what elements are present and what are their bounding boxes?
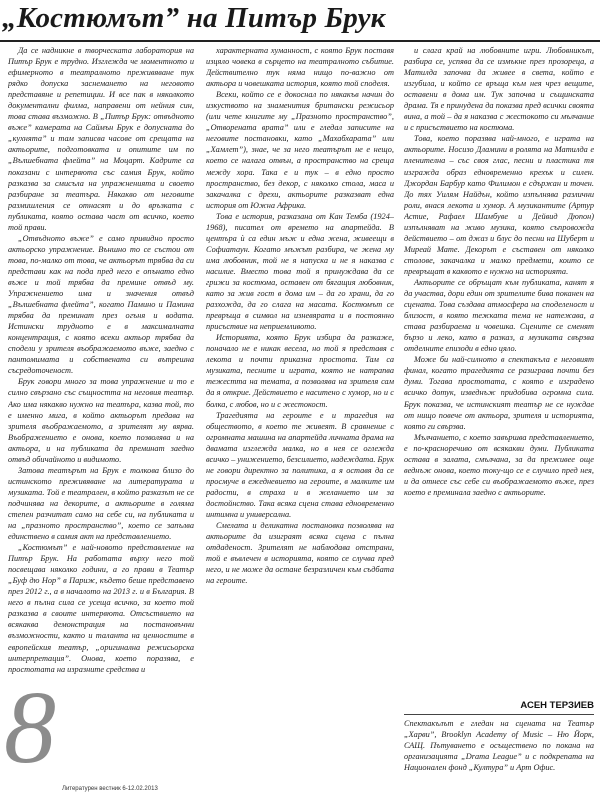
- paragraph: Историята, която Брук избира да разкаже, поначало не е никак весела, но той я представя с лекота и почти приказна простота. Там са музиката, песните и играта, която не натрапва тежестта на темата, а позволява на зрителя сам да я открие. Действието е наситено с хумор, но и с болка, с любов, но и с жестокост.: [206, 333, 394, 409]
- footnote-text: Спектакълът е гледан на сцената на Театър „Харви”, Brooklyn Academy of Music – Ню Йорк, САЩ. Пътуването е осъществено по покана на организацията „Drama League” и с подкрепата на Национален фонд „Култура” и Арт Офис.: [404, 719, 594, 772]
- author-name: АСЕН ТЕРЗИЕВ: [520, 700, 594, 711]
- page-number: 8: [4, 670, 56, 785]
- article-title: „Костюмът” на Питър Брук: [2, 2, 386, 34]
- paragraph: Актьорите се обръщат към публиката, канят я да участва, дори един от зрителите бива поканен на сцената. Това създава атмосфера на споделеност и близост, в която тежката тема не натежава, а става разбираема и човешка. Сцените се сменят бързо и леко, като в разказ, а музиката свързва отделните епизоди в едно цяло.: [404, 277, 594, 354]
- paragraph: „Отвъдното въже” е само привидно просто актьорско упражнение. Външно то се състои от това, по-малко от това, че актьорът трябва да си представи как на пода пред него е опънато едно въже и той трябва да премине отвъд му. Упражнението има и значения отвъд „Вълшебната флейта”, когато Памино и Памина трябва да преминат през огъня и водата. Истински трудното е в максималната концентрация, с която всеки актьор трябва да сподели у зрителя въображаемото въже, заедно с пантомимата и собствената си вътрешна съсредоточеност.: [8, 233, 194, 376]
- author-rule: [404, 714, 594, 715]
- paragraph: Смелата и деликатна постановка позволява на актьорите да изиграят всяка сцена с пълна отдаденост. Зрителят не наблюдава отстрани, той е въвлечен в историята, която се случва пред него, и не може да остане безразличен към съдбата на героите.: [206, 521, 394, 586]
- article-column-2: [206, 45, 394, 749]
- paragraph: Затова театърът на Брук е толкова близо до истинското преживяване на литературата и музиката. Той е театрален, в който разказът не се подчинява на декорите, а актьорите в голяма степен разчитат само на себе си, на публиката и на „празното пространство”, което се запълва единствено в самия акт на представлението.: [8, 465, 194, 542]
- paragraph: Това, което поразява най-много, е играта на актьорите. Носизо Дламини в ролята на Матилда е пленителна – със своя глас, песни и пластика тя изгражда образ едновременно крехък и силен. Джордан Барбур като Филимон е сдържан и точен. До тях Уилям Найдън, който изпълнява различни роли, внася лекота и хумор. А музикантите (Артур Астие, Рафаел Шамбуве и Дейвид Дюпон) изпълняват на живо музика, която съпровожда действието – от джаз и блус до песни на Шуберт и Миреай Мате. Декорът е съставен от няколко столове, закачалка и малко предмети, които се превръщат в каквото е нужно на историята.: [404, 134, 594, 276]
- paragraph: Да се надникне в творческата лаборатория на Питър Брук е трудно. Изглежда че моментното и ефимерното в театралното преживяване тук рядко допуска заснемането на неговото представяне и репетиции. И все пак в няколкото документални филма, направени от нейния син, това става възможно. В „Питър Брук: отвъдното въже” камерата на Саймън Брук е допусната до „кухнята” и там записва часове от срещата на актьорите, подготовката и опитите им по „Вълшебната флейта” на Моцарт. Кадрите са показани с интервюта със самия Брук, който разказва за смисъла на упражненията и своето разбиране за театъра. Някакво от неговите размишления се отнасят и до връзката с публиката, която остава част от всичко, което той прави.: [8, 46, 194, 232]
- paragraph: „Костюмът” е най-новото представление на Питър Брук. На рабoтата върху него той посвещава няколко години, а го прави в Театър „Буф дю Нор” в Париж, където беше представено през 2012 г., а в началото на 2013 г. и в България. В него в пълна сила се усеща всичко, за което той разказва в своите интервюта. Отсъствието на всякаква демонстрация на постановъчни възможности, както и таланта на ценностите в европейския театър, „оригинална режисьорска интерпретация”. Онова, което поразява, е простотата на изразните средства и: [8, 543, 194, 674]
- paragraph: Мълчанието, с което завършва представлението, е по-красноречиво от всякакви думи. Публиката остава в залата, смълчана, за да преживее още веднъж онова, което току-що се е случило пред нея, и да отнесе със себе си въображаемото въже, през което е преминала заедно с актьорите.: [404, 432, 594, 497]
- article-column-3: [404, 45, 594, 698]
- footnote: [404, 718, 594, 794]
- paragraph: Може би най-силното в спектакъла е неговият финал, когато трагедията се разиграва почти без думи. Тогава простотата, с която е изградено всичко дотук, изведнъж придобива огромна сила. Брук показва, че истинският театър не се нуждае от нищо повече от актьора, зрителя и историята, която ги свързва.: [404, 355, 594, 431]
- title-rule: [0, 40, 600, 42]
- paragraph: Това е история, разказана от Кан Темба (1924–1968), писател от времето на апартейда. В центъра ѝ са един мъж и една жена, живеещи в Софиатаун. Когато мъжът разбира, че жена му има любовник, той не я напуска и не я наказва с насилие. Вместо това той я принуждава да се грижи за костюма, оставен от бягащия любовник, като за жив гост в дома им – да го храни, да го разхожда, да го слага на масата. Костюмът се превръща в символ на изневярата и в постоянно присъствие на неприемливото.: [206, 211, 394, 332]
- paragraph: Трагедията на героите е и трагедия на обществото, в което те живеят. В сравнение с огромната машина на апартейда личната драма на двамата изглежда малка, но в нея се оглежда всичко – унижението, безсилието, надеждата. Брук не говори директно за политика, а я оставя да се просмуче в ежедневието на героите, в малките им радости, в страха и в желанието им за достойнство. Така всяка сцена става едновременно интимна и универсална.: [206, 410, 394, 519]
- article-column-1: [8, 45, 194, 735]
- source-line: Литературен вестник 6-12.02.2013: [62, 786, 158, 792]
- paragraph: характерната хуманност, с която Брук поставя изцяло човека в сърцето на театралното събитие. Действително тук няма нищо по-важно от актьора и човешката история, която той споделя.: [206, 46, 394, 89]
- paragraph: Брук говори много за това упражнение и то е силно свързано със същността на неговия театър. Ако има някакво нужно на театъра, казва той, то е именно мига, в който актьорът предава на зрителя въображаемото, а зрителят му вярва. Въображението е онова, което позволява и на актьора, и на публиката да преминат заедно отвъд обичайното и видимото.: [8, 377, 194, 464]
- paragraph: Всеки, който се е докоснал по някакъв начин до изкуството на знаменития британски режисьор (или чете книгите му „Празното пространство”, „Отворената врата” или е гледал записите на неговите постановки, като „Махабхарата” или „Хамлет”), знае, че за него театърът не е нещо, което се налага отвън, а пространство на среща между хора. Така е и тук – в едно просто пространство, без декор, с няколко стола, маса и закачалка с дрехи, актьорите разказват една история от Южна Африка.: [206, 90, 394, 210]
- paragraph: и слага край на любовните игри. Любовникът, разбира се, успява да се измъкне през прозореца, а Матилда започва да живее в света, който е изгубила, и който се връща към нея чрез вещите, оставени в дома им. Тук започва и същинската драма. Тя е принудена да показва пред всички своята вина, а той – да я наказва с жестокото си мълчание и с присъствието на костюма.: [404, 46, 594, 133]
